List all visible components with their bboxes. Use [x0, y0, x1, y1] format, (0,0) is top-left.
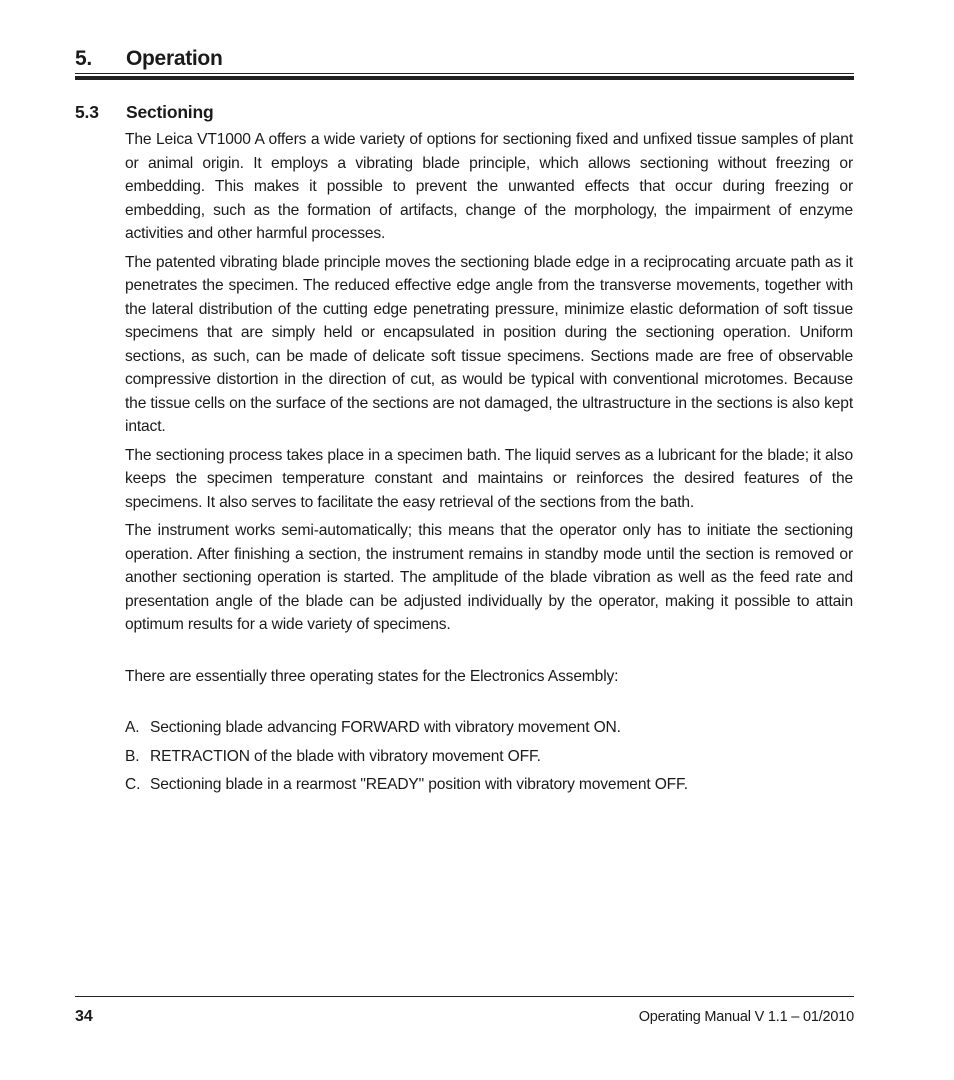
list-item-letter: A. [125, 719, 140, 736]
paragraph: The sectioning process takes place in a specimen bath. The liquid serves as a lubricant for the blade; it also keeps the specimen temperature constant and maintains or reinforces the desired features of the specimens. It also serves to facilitate the easy retrieval of the sections from the bath. [125, 446, 853, 511]
list-item-text: Sectioning blade advancing FORWARD with vibratory movement ON. [150, 719, 621, 736]
footer-rule [75, 996, 854, 997]
section-number: 5.3 [75, 102, 99, 122]
header-rule [75, 73, 854, 80]
paragraph: The instrument works semi-automatically; this means that the operator only has to initiate the sectioning operation. After finishing a section, the instrument remains in standby mode until the section is removed or another sectioning operation is started. The amplitude of the blade vibration as well as the feed rate and presentation angle of the blade can be adjusted individually by the operator, making it possible to attain optimum results for a wide variety of specimens. [125, 522, 853, 633]
list-item-letter: C. [125, 776, 141, 793]
list-item-text: RETRACTION of the blade with vibratory movement OFF. [150, 747, 541, 765]
footer-manual-version: Operating Manual V 1.1 – 01/2010 [638, 1009, 854, 1025]
operating-states-list [125, 716, 853, 797]
list-item [125, 773, 853, 797]
paragraph: The patented vibrating blade principle moves the sectioning blade edge in a reciprocating arcuate path as it penetrates the specimen. The reduced effective edge angle from the transverse movements, together with the lateral distribution of the cutting edge penetrating pressure, minimize elastic deformation of soft tissue specimens that are simply held or encapsulated in position during the sectioning operation. Uniform sections, as such, can be made of delicate soft tissue specimens. Sections made are free of observable compressive distortion in the direction of cut, as would be typical with conventional microtomes. Because the tissue cells on the surface of the sections are not damaged, the ultrastructure in the sections is also kept intact. [125, 253, 853, 435]
section-title: Sectioning [126, 102, 214, 122]
section-heading [75, 100, 854, 124]
list-item-letter: B. [125, 747, 140, 765]
section-body [125, 128, 853, 802]
paragraph: The Leica VT1000 A offers a wide variety of options for sectioning fixed and unfixed tissue samples of plant or animal origin. It employs a vibrating blade principle, which allows sectioning without freezing or embedding. This makes it possible to prevent the unwanted effects that occur during freezing or embedding, such as the formation of artifacts, change of the morphology, the impairment of enzyme activities and other harmful processes. [125, 131, 853, 242]
list-item [125, 716, 853, 740]
chapter-heading [75, 45, 854, 73]
page-number: 34 [75, 1008, 93, 1025]
chapter-number: 5. [75, 47, 92, 70]
list-item [125, 745, 853, 769]
states-intro: There are essentially three operating states for the Electronics Assembly: [125, 667, 619, 685]
list-item-text: Sectioning blade in a rearmost "READY" position with vibratory movement OFF. [150, 776, 688, 793]
chapter-title: Operation [126, 47, 223, 70]
